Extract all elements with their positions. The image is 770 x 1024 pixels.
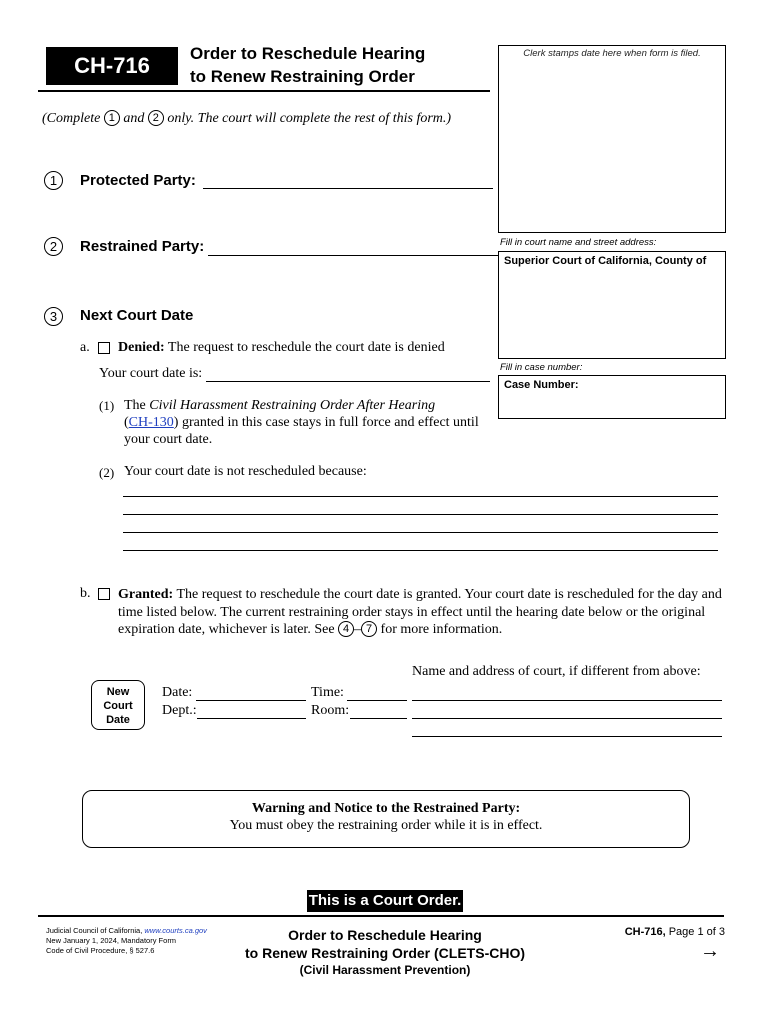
court-address-label: Name and address of court, if different from above: <box>412 664 701 679</box>
court-date-field[interactable] <box>206 381 490 382</box>
new-court-date-badge: New Court Date <box>91 680 145 730</box>
footer-page-info: CH-716, Page 1 of 3 <box>624 926 725 938</box>
sub2-text: Your court date is not rescheduled because: <box>124 464 367 479</box>
court-address-line-3[interactable] <box>412 736 722 737</box>
courts-website-link[interactable]: www.courts.ca.gov <box>144 926 207 935</box>
clerk-stamp-label: Clerk stamps date here when form is filed. <box>523 48 701 59</box>
new-date-label: Date: <box>162 685 193 700</box>
court-order-banner: This is a Court Order. <box>307 890 463 912</box>
restrained-party-field[interactable] <box>208 255 498 256</box>
form-title-line1: Order to Reschedule Hearing <box>190 44 426 63</box>
warning-box <box>82 790 690 848</box>
completion-instructions: (Complete 1 and 2 only. The court will complete the rest of this form.) <box>42 111 452 126</box>
reason-line-3[interactable] <box>123 532 718 533</box>
case-number-box[interactable] <box>498 375 726 419</box>
case-number-instruction: Fill in case number: <box>500 362 583 373</box>
case-number-heading: Case Number: <box>504 379 579 391</box>
option-a-letter: a. <box>80 340 90 355</box>
new-time-label: Time: <box>311 685 344 700</box>
next-page-arrow-icon[interactable]: → <box>700 940 720 962</box>
new-time-field[interactable] <box>347 700 407 701</box>
reason-line-4[interactable] <box>123 550 718 551</box>
warning-title: Warning and Notice to the Restrained Party: <box>251 801 521 816</box>
item-1-number-icon: 1 <box>44 171 63 190</box>
item-3-number-icon: 3 <box>44 307 63 326</box>
sub2-number: (2) <box>99 465 115 480</box>
item-4-ref-icon: 4 <box>338 621 354 637</box>
footer-rule <box>38 915 724 917</box>
new-dept-label: Dept.: <box>162 703 197 718</box>
restrained-party-label: Restrained Party: <box>80 238 205 255</box>
granted-checkbox[interactable] <box>98 588 110 600</box>
warning-text: You must obey the restraining order while it is in effect. <box>229 818 543 833</box>
court-address-line-2[interactable] <box>412 718 722 719</box>
new-date-field[interactable] <box>196 700 306 701</box>
new-room-label: Room: <box>311 703 350 718</box>
denied-checkbox[interactable] <box>98 342 110 354</box>
new-room-field[interactable] <box>350 718 407 719</box>
court-date-label: Your court date is: <box>99 366 203 381</box>
item-7-ref-icon: 7 <box>361 621 377 637</box>
sub1-text: The Civil Harassment Restraining Order After Hearing (CH-130) granted in this case stays in full force and effect until your court date. <box>124 398 479 447</box>
new-dept-field[interactable] <box>197 718 306 719</box>
protected-party-label: Protected Party: <box>80 172 196 189</box>
reason-line-1[interactable] <box>123 496 718 497</box>
footer-left: Judicial Council of California, www.courts.ca.gov New January 1, 2024, Mandatory Form Code of Civil Procedure, § 527.6 <box>46 926 207 955</box>
clerk-stamp-box <box>498 45 726 233</box>
court-name-instruction: Fill in court name and street address: <box>500 237 657 248</box>
granted-statement: Granted: The request to reschedule the court date is granted. Your court date is rescheduled for the day and time listed below. The current restraining order stays in effect until the hearing date below or the original expiration date, whichever is later. See 4 – 7 for more information. <box>118 587 722 637</box>
court-address-line-1[interactable] <box>412 700 722 701</box>
reason-line-2[interactable] <box>123 514 718 515</box>
item-2-number-icon: 2 <box>44 237 63 256</box>
option-b-letter: b. <box>80 586 91 601</box>
protected-party-field[interactable] <box>203 188 493 189</box>
item-1-ref-icon: 1 <box>104 110 120 126</box>
footer-title: Order to Reschedule Hearing to Renew Restraining Order (CLETS-CHO) (Civil Harassment Prevention) <box>244 927 526 977</box>
sub1-number: (1) <box>99 398 115 413</box>
denied-statement: Denied: The request to reschedule the court date is denied <box>118 340 445 355</box>
form-title-line2: to Renew Restraining Order <box>190 67 415 86</box>
ch-130-link[interactable]: CH-130 <box>128 415 174 430</box>
item-2-ref-icon: 2 <box>148 110 164 126</box>
court-name-heading: Superior Court of California, County of <box>504 255 707 267</box>
form-number-badge: CH-716 <box>46 47 178 85</box>
court-name-box[interactable] <box>498 251 726 359</box>
header-rule <box>38 90 490 92</box>
next-court-date-label: Next Court Date <box>80 307 194 324</box>
